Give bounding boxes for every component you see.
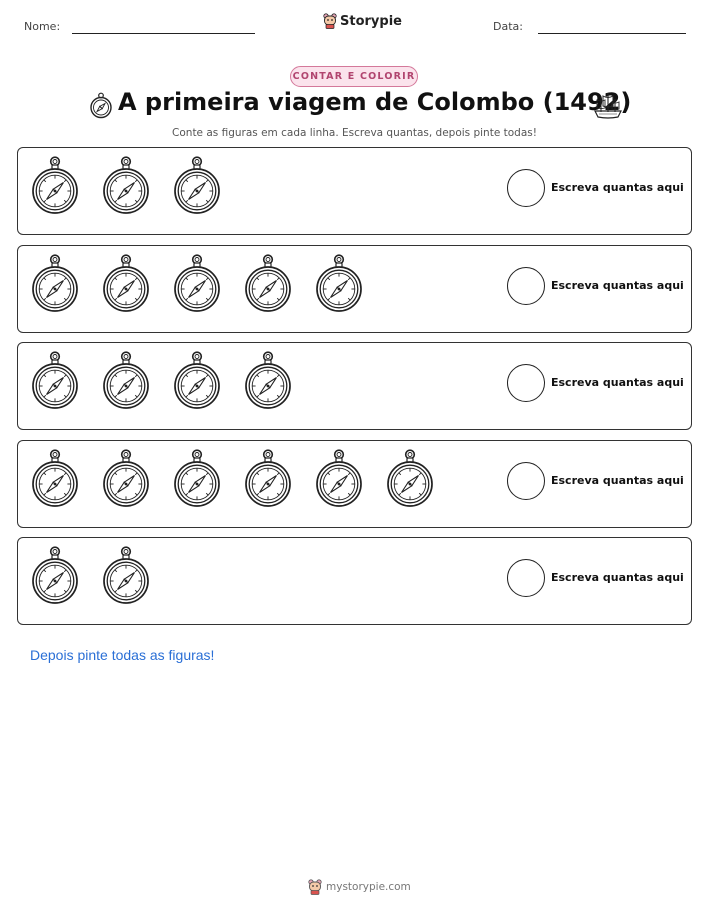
ship-icon [592,90,624,122]
answer-circle[interactable] [507,559,545,597]
name-line[interactable] [72,33,255,34]
compass-icon[interactable] [314,448,364,508]
count-row [17,537,692,625]
compass-icon[interactable] [30,545,80,605]
answer-label: Escreva quantas aqui [551,279,684,292]
compass-icon[interactable] [314,253,364,313]
footer-brand [308,879,411,895]
brand-logo [323,13,402,29]
compass-icon[interactable] [172,155,222,215]
answer-circle[interactable] [507,364,545,402]
page-title: A primeira viagem de Colombo (1492) [118,88,632,116]
answer-label: Escreva quantas aqui [551,181,684,194]
compass-icon[interactable] [101,350,151,410]
compass-icon[interactable] [243,253,293,313]
coloring-instruction: Depois pinte todas as figuras! [30,647,215,663]
storypie-mascot-icon [308,879,322,895]
compass-icon[interactable] [172,253,222,313]
compass-icon[interactable] [101,155,151,215]
compass-icon [88,92,114,120]
compass-icon[interactable] [172,448,222,508]
compass-icon[interactable] [243,448,293,508]
compass-icon[interactable] [101,448,151,508]
compass-icon[interactable] [30,155,80,215]
date-label: Data: [493,20,523,33]
compass-icon[interactable] [30,350,80,410]
footer-url: mystorypie.com [326,881,411,893]
count-row [17,245,692,333]
compass-icon[interactable] [101,545,151,605]
answer-label: Escreva quantas aqui [551,474,684,487]
brand-name: Storypie [340,13,402,29]
storypie-mascot-icon [323,13,337,29]
compass-icon[interactable] [30,448,80,508]
answer-circle[interactable] [507,169,545,207]
answer-circle[interactable] [507,267,545,305]
compass-icon[interactable] [101,253,151,313]
compass-icon[interactable] [172,350,222,410]
compass-icon[interactable] [243,350,293,410]
answer-label: Escreva quantas aqui [551,571,684,584]
count-row [17,147,692,235]
name-label: Nome: [24,20,61,33]
compass-icon[interactable] [385,448,435,508]
answer-circle[interactable] [507,462,545,500]
date-line[interactable] [538,33,686,34]
compass-icon[interactable] [30,253,80,313]
instructions: Conte as figuras em cada linha. Escreva quantas, depois pinte todas! [172,127,537,139]
count-row [17,440,692,528]
count-row [17,342,692,430]
activity-badge: CONTAR E COLORIR [290,66,418,87]
answer-label: Escreva quantas aqui [551,376,684,389]
